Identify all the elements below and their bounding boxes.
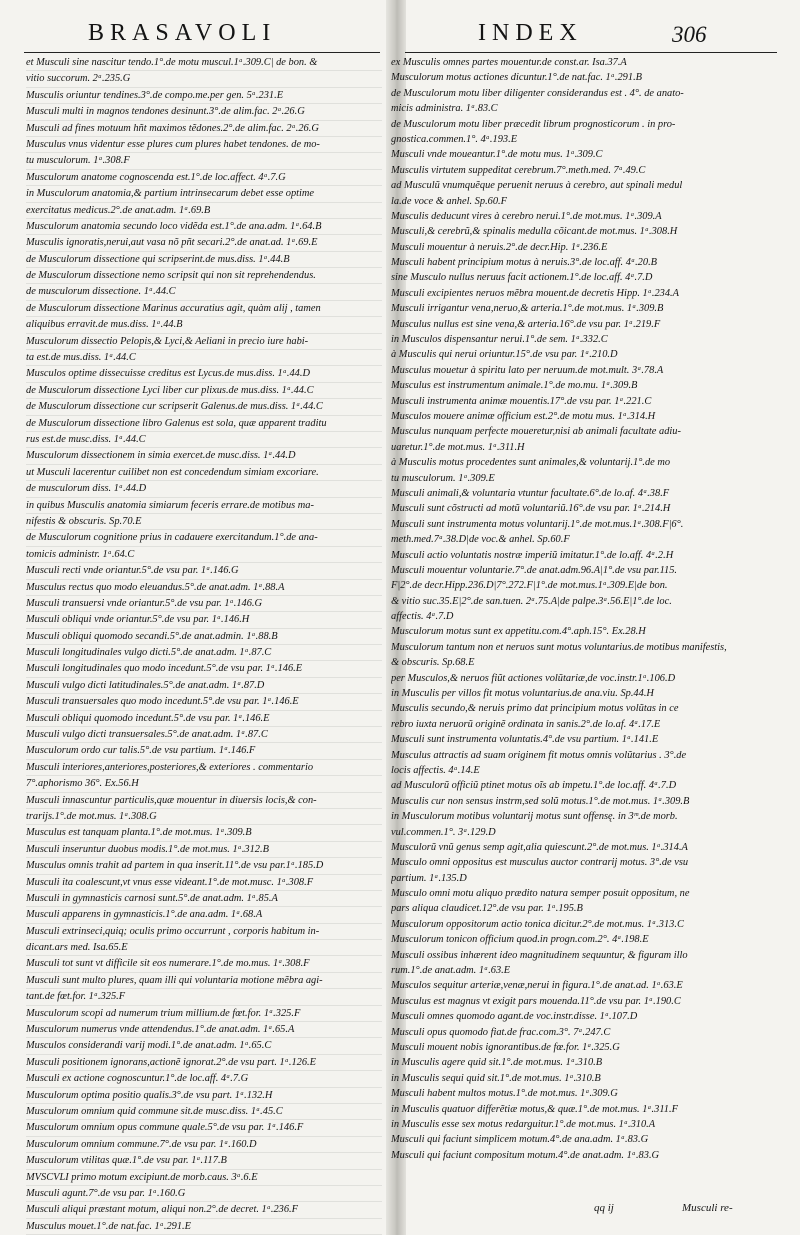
index-entry-line: ta est.de mus.diss. 1ᵃ.44.C <box>26 350 382 366</box>
index-entry-line: Musculorum anatome cognoscenda est.1°.de loc.affect. 4ᵃ.7.G <box>26 170 382 186</box>
running-head-left: BRASAVOLI <box>88 20 277 46</box>
index-entry-line: Musculi multi in magnos tendones desinunt.3°.de alim.fac. 2ᵃ.26.G <box>26 104 382 120</box>
index-entry-line: Musculus nullus est sine vena,& arteria.16°.de vsu par. 1ᵃ.219.F <box>391 318 661 330</box>
index-entry-line: in Musculis esse sex motus redarguitur.1°.de mot.mus. 1ᵃ.310.A <box>391 1118 656 1130</box>
index-entry-line: Musculi recti vnde oriantur.5°.de vsu par. 1ᵃ.146.G <box>26 563 382 579</box>
index-entry-line: rus est.de musc.diss. 1ᵃ.44.C <box>26 432 382 448</box>
index-entry-line: in Musculis agere quid sit.1°.de mot.mus. 1ᵃ.310.B <box>391 1057 603 1069</box>
index-entry-line: à Musculis motus procedentes sunt animales,& voluntarij.1°.de mo <box>391 457 671 469</box>
index-entry-line: Musculus omnis trahit ad partem in qua inserit.11°.de vsu par.1ᵃ.185.D <box>26 858 382 874</box>
index-entry-line: Musculis cur non sensus instrm,sed solũ motus.1°.de mot.mus. 1ᵃ.309.B <box>391 795 690 807</box>
index-entry-line: Musculo omni oppositus est musculus auctor contrarij motus. 3°.de vsu <box>391 857 689 869</box>
index-entry-line: Musculi vulgo dicti latitudinales.5°.de anat.adm. 1ᵃ.87.D <box>26 678 382 694</box>
index-column-right <box>391 55 777 1163</box>
index-entry-line: tant.de fœt.for. 1ᵃ.325.F <box>26 989 382 1005</box>
index-entry-line: Musculi mouentur voluntarie.7°.de anat.adm.96.A|1°.de vsu par.115. <box>391 564 678 576</box>
index-entry-line: Musculi agunt.7°.de vsu par. 1ᵃ.160.G <box>26 1186 382 1202</box>
index-entry-line: trarijs.1°.de mot.mus. 1ᵃ.308.G <box>26 809 382 825</box>
index-entry-line: uaretur.1°.de mot.mus. 1ᵃ.311.H <box>391 441 525 453</box>
index-entry-line: F|2°.de decr.Hipp.236.D|7°.272.F|1°.de mot.mus.1ᵃ.309.E|de bon. <box>391 580 668 592</box>
index-entry-line: Musculorum tantum non et neruos sunt motus voluntarius.de motibus manifestis, <box>391 641 727 653</box>
index-entry-line: Musculorum vtilitas quæ.1°.de vsu par. 1ᵃ.117.B <box>26 1153 382 1169</box>
index-entry-line: Musculi sunt instrumenta voluntatis.4°.de vsu partium. 1ᵃ.141.E <box>391 734 659 746</box>
index-entry-line: Musculi qui faciunt compositum motum.4°.de anat.adm. 1ᵃ.83.G <box>391 1149 660 1161</box>
index-entry-line: pars aliqua claudicet.12°.de vsu par. 1ᵃ.195.B <box>391 903 583 915</box>
index-entry-line: Musculi,& cerebrũ,& spinalis medulla cõicant.de mot.mus. 1ᵃ.308.H <box>391 226 678 238</box>
index-entry-line: Musculi sunt cõstructi ad motũ voluntariũ.16°.de vsu par. 1ᵃ.214.H <box>391 503 671 515</box>
index-entry-line: Musculi interiores,anteriores,posteriores,& exteriores . commentario <box>26 760 382 776</box>
index-entry-line: tomicis administr. 1ᵃ.64.C <box>26 547 382 563</box>
index-entry-line: Musculorum ordo cur talis.5°.de vsu partium. 1ᵃ.146.F <box>26 743 382 759</box>
index-entry-line: Musculorum oppositorum actio tonica dicitur.2°.de mot.mus. 1ᵃ.313.C <box>391 918 684 930</box>
index-entry-line: Musculus attractis ad suam originem fit motus omnis volũtarius . 3°.de <box>391 749 687 761</box>
index-entry-line: Musculorum tonicon officium quod.in progn.com.2°. 4ᵃ.198.E <box>391 934 649 946</box>
index-entry-line: Musculis ignoratis,nerui,aut vasa nõ pñt secari.2°.de anat.ad. 1ᵃ.69.E <box>26 235 382 251</box>
index-entry-line: Musculi ita coalescunt,vt vnus esse videant.1°.de mot.musc. 1ᵃ.308.F <box>26 875 382 891</box>
index-entry-line: Musculi vnde moueantur.1°.de motu mus. 1ᵃ.309.C <box>391 149 603 161</box>
index-entry-line: Musculi habent multos motus.1°.de mot.mus. 1ᵃ.309.G <box>391 1088 618 1100</box>
index-entry-line: Musculi opus quomodo fiat.de frac.com.3°. 7ᵃ.247.C <box>391 1026 611 1038</box>
index-entry-line: ad Musculũ vnumquẽque peruenit neruus à cerebro, aut spinali medul <box>391 180 683 192</box>
index-entry-line: Musculorum numerus vnde attendendus.1°.de anat.adm. 1ᵃ.65.A <box>26 1022 382 1038</box>
catchword: Musculi re- <box>682 1202 733 1214</box>
index-entry-line: Musculi obliqui vnde oriantur.5°.de vsu par. 1ᵃ.146.H <box>26 612 382 628</box>
index-entry-line: Musculorũ vnũ genus semp agit,alia quiescunt.2°.de mot.mus. 1ᵃ.314.A <box>391 841 688 853</box>
index-entry-line: Musculi inseruntur duobus modis.1°.de mot.mus. 1ᵃ.312.B <box>26 842 382 858</box>
index-entry-line: Musculi qui faciunt simplicem motum.4°.de ana.adm. 1ᵃ.83.G <box>391 1134 649 1146</box>
index-entry-line: Musculis secundo,& neruis primo dat principium motus volũtas in ce <box>391 703 679 715</box>
index-entry-line: de Musculorum dissectione cur scripserit Galenus.de mus.diss. 1ᵃ.44.C <box>26 399 382 415</box>
index-entry-line: Musculi instrumenta animæ mouentis.17°.de vsu par. 1ᵃ.221.C <box>391 395 652 407</box>
signature-mark: qq ij <box>594 1202 614 1214</box>
index-entry-line: Musculis deducunt vires à cerebro nerui.1°.de mot.mus. 1ᵃ.309.A <box>391 210 662 222</box>
index-entry-line: partium. 1ᵃ.135.D <box>391 872 467 884</box>
header-rule-right <box>405 52 777 53</box>
index-entry-line: la.de voce & anhel. Sp.60.F <box>391 195 507 207</box>
index-entry-line: de Musculorum cognitione prius in cadauere exercitandum.1°.de ana- <box>26 530 382 546</box>
index-entry-line: Musculorum optima positio qualis.3°.de vsu part. 1ᵃ.132.H <box>26 1088 382 1104</box>
index-entry-line: Musculi vulgo dicti transuersales.5°.de anat.adm. 1ᵃ.87.C <box>26 727 382 743</box>
index-entry-line: Musculorum dissectio Pelopis,& Lyci,& Aeliani in precio iure habi- <box>26 334 382 350</box>
index-entry-line: Musculi transuersi vnde oriantur.5°.de vsu par. 1ᵃ.146.G <box>26 596 382 612</box>
index-entry-line: Musculo omni motu aliquo prædito natura semper posuit oppositum, ne <box>391 888 690 900</box>
index-entry-line: de musculorum dissectione. 1ᵃ.44.C <box>26 284 382 300</box>
index-entry-line: & obscuris. Sp.68.E <box>391 657 475 669</box>
index-entry-line: Musculos mouere animæ officium est.2°.de motu mus. 1ᵃ.314.H <box>391 410 656 422</box>
index-entry-line: Musculus est magnus vt exigit pars mouenda.11°.de vsu par. 1ᵃ.190.C <box>391 995 681 1007</box>
index-entry-line: exercitatus medicus.2°.de anat.adm. 1ᵃ.69.B <box>26 203 382 219</box>
index-entry-line: vul.commen.1°. 3ᵃ.129.D <box>391 826 496 838</box>
index-entry-line: Musculus vnus videntur esse plures cum plures habet tendones. de mo- <box>26 137 382 153</box>
index-entry-line: tu musculorum. 1ᵃ.308.F <box>26 153 382 169</box>
page-number: 306 <box>672 22 707 47</box>
index-entry-line: 7°.aphorismo 36°. Ex.56.H <box>26 776 382 792</box>
index-entry-line: & vitio suc.35.E|2°.de san.tuen. 2ᵃ.75.A|de palpe.3ᵃ.56.E|1°.de loc. <box>391 595 672 607</box>
index-entry-line: de Musculorum motu liber diligenter considerandus est . 4°. de anato- <box>391 87 684 99</box>
index-entry-line: vitio succorum. 2ᵃ.235.G <box>26 71 382 87</box>
index-entry-line: tu musculorum. 1ᵃ.309.E <box>391 472 495 484</box>
index-entry-line: gnostica.commen.1°. 4ᵃ.193.E <box>391 133 518 145</box>
index-entry-line: de Musculorum dissectione qui scripserint.de mus.diss. 1ᵃ.44.B <box>26 252 382 268</box>
index-entry-line: Musculorum dissectionem in simia exercet.de musc.diss. 1ᵃ.44.D <box>26 448 382 464</box>
index-entry-line: de Musculorum motu liber præcedit librum prognosticorum . in pro- <box>391 118 676 130</box>
index-entry-line: Musculorum motus actiones dicuntur.1°.de nat.fac. 1ᵃ.291.B <box>391 72 643 84</box>
index-entry-line: de Musculorum dissectione Marinus accuratius agit, quàm alij , tamen <box>26 301 382 317</box>
index-entry-line: Musculorum omnium quid commune sit.de musc.diss. 1ᵃ.45.C <box>26 1104 382 1120</box>
index-entry-line: Musculi actio voluntatis nostræ imperiũ imitatur.1°.de lo.aff. 4ᵃ.2.H <box>391 549 674 561</box>
index-entry-line: Musculi extrinseci,quiq; oculis primo occurrunt , corporis habitum in- <box>26 924 382 940</box>
index-entry-line: à Musculis qui nerui oriuntur.15°.de vsu par. 1ᵃ.210.D <box>391 349 618 361</box>
index-entry-line: Musculi excipientes neruos mẽbra mouent.de decretis Hipp. 1ᵃ.234.A <box>391 287 679 299</box>
running-head-right: INDEX <box>478 20 583 46</box>
header-rule-left <box>24 52 380 53</box>
index-entry-line: dicant.ars med. Isa.65.E <box>26 940 382 956</box>
index-entry-line: Musculi obliqui quomodo secandi.5°.de anat.admin. 1ᵃ.88.B <box>26 629 382 645</box>
index-entry-line: Musculi habent principium motus à neruis.3°.de loc.aff. 4ᵃ.20.B <box>391 257 658 269</box>
index-entry-line: Musculi obliqui quomodo incedunt.5°.de vsu par. 1ᵃ.146.E <box>26 711 382 727</box>
index-entry-line: ut Musculi lacerentur cuilibet non est concedendum simiam excoriare. <box>26 465 382 481</box>
index-entry-line: Musculi ex actione cognoscuntur.1°.de loc.aff. 4ᵃ.7.G <box>26 1071 382 1087</box>
index-entry-line: Musculi omnes quomodo agant.de voc.instr.disse. 1ᵃ.107.D <box>391 1011 638 1023</box>
index-entry-line: de Musculorum dissectione Lyci liber cur plixus.de mus.diss. 1ᵃ.44.C <box>26 383 382 399</box>
index-entry-line: de Musculorum dissectione nemo scripsit qui non sit reprehendendus. <box>26 268 382 284</box>
index-entry-line: Musculi mouentur à neruis.2°.de decr.Hip. 1ᵃ.236.E <box>391 241 608 253</box>
index-entry-line: Musculis virtutem suppeditat cerebrum.7°.meth.med. 7ᵃ.49.C <box>391 164 646 176</box>
index-entry-line: Musculorum anatomia secundo loco vidẽda est.1°.de ana.adm. 1ᵃ.64.B <box>26 219 382 235</box>
index-entry-line: Musculus rectus quo modo eleuandus.5°.de anat.adm. 1ᵃ.88.A <box>26 580 382 596</box>
index-entry-line: rebro iuxta neruorũ originẽ ordinata in sanis.2°.de lo.af. 4ᵃ.17.E <box>391 718 661 730</box>
index-entry-line: micis administra. 1ᵃ.83.C <box>391 103 498 115</box>
index-entry-line: Musculi sunt instrumenta motus voluntarij.1°.de mot.mus.1ᵃ.308.F|6°. <box>391 518 684 530</box>
index-entry-line: Musculis oriuntur tendines.3°.de compo.me.per gen. 5ᵃ.231.E <box>26 88 382 104</box>
index-entry-line: in Musculorum anatomia,& partium intrinsecarum debet esse optime <box>26 186 382 202</box>
index-entry-line: nifestis & obscuris. Sp.70.E <box>26 514 382 530</box>
index-entry-line: locis affectis. 4ᵃ.14.E <box>391 764 480 776</box>
index-entry-line: Musculi longitudinales quo modo incedunt.5°.de vsu par. 1ᵃ.146.E <box>26 661 382 677</box>
index-entry-line: Musculi transuersales quo modo incedunt.5°.de vsu par. 1ᵃ.146.E <box>26 694 382 710</box>
index-entry-line: Musculi longitudinales vulgo dicti.5°.de anat.adm. 1ᵃ.87.C <box>26 645 382 661</box>
index-entry-line: Musculorum motus sunt ex appetitu.com.4°.aph.15°. Ex.28.H <box>391 626 646 638</box>
index-entry-line: Musculi in gymnasticis carnosi sunt.5°.de anat.adm. 1ᵃ.85.A <box>26 891 382 907</box>
index-entry-line: Musculi positionem ignorans,actionẽ ignorat.2°.de vsu part. 1ᵃ.126.E <box>26 1055 382 1071</box>
index-entry-line: Musculi irrigantur vena,neruo,& arteria.1°.de mot.mus. 1ᵃ.309.B <box>391 303 664 315</box>
index-entry-line: Musculorum omnium opus commune quale.5°.de vsu par. 1ᵃ.146.F <box>26 1120 382 1136</box>
index-entry-line: Musculi ad fines motuum hñt maximos tẽdones.2°.de alim.fac. 2ᵃ.26.G <box>26 121 382 137</box>
index-entry-line: per Musculos,& neruos fiũt actiones volũtariæ,de voc.instr.1ᵃ.106.D <box>391 672 676 684</box>
index-entry-line: de Musculorum dissectione libro Galenus est sola, quæ apparent traditu <box>26 416 382 432</box>
index-entry-line: Musculorum scopi ad numerum trium millium.de fœt.for. 1ᵃ.325.F <box>26 1006 382 1022</box>
index-entry-line: Musculi ossibus inhærent ideo magnitudinem sequuntur, & figuram illo <box>391 949 688 961</box>
index-entry-line: Musculi mouent nobis ignorantibus.de fœ.for. 1ᵃ.325.G <box>391 1042 620 1053</box>
index-entry-line: ex Musculis omnes partes mouentur.de const.ar. Isa.37.A <box>391 57 627 68</box>
index-entry-line: affectis. 4ᵃ.7.D <box>391 611 454 623</box>
index-entry-line: in Musculos dispensantur nerui.1°.de sem. 1ᵃ.332.C <box>391 334 608 346</box>
index-entry-line: Musculos optime dissecuisse creditus est Lycus.de mus.diss. 1ᵃ.44.D <box>26 366 382 382</box>
index-entry-line: Musculi innascuntur particulis,quæ mouentur in diuersis locis,& con- <box>26 793 382 809</box>
index-entry-line: et Musculi sine nascitur tendo.1°.de motu muscul.1ᵃ.309.C| de bon. & <box>26 55 382 71</box>
index-entry-line: Musculi animali,& voluntaria vtuntur facultate.6°.de lo.af. 4ᵃ.38.F <box>391 487 670 499</box>
index-entry-line: in Musculis quatuor differẽtiæ motus,& quæ.1°.de mot.mus. 1ᵃ.311.F <box>391 1103 678 1115</box>
index-entry-line: ad Musculorũ officiũ ptinet motus oĩs ab impetu.1°.de loc.aff. 4ᵃ.7.D <box>391 780 677 792</box>
index-entry-line: Musculus est tanquam planta.1°.de mot.mus. 1ᵃ.309.B <box>26 825 382 841</box>
index-entry-line: in quibus Musculis anatomia simiarum feceris errare.de motibus ma- <box>26 498 382 514</box>
index-entry-line: Musculus mouet.1°.de nat.fac. 1ᵃ.291.E <box>26 1219 382 1235</box>
index-entry-line: meth.med.7ᵃ.38.D|de voc.& anhel. Sp.60.F <box>391 534 570 546</box>
index-entry-line: rum.1°.de anat.adm. 1ᵃ.63.E <box>391 965 511 977</box>
index-entry-line: in Musculis sequi quid sit.1°.de mot.mus. 1ᵃ.310.B <box>391 1072 601 1084</box>
index-entry-line: Musculi sunt multo plures, quam illi qui voluntaria motione mẽbra agi- <box>26 973 382 989</box>
index-entry-line: sine Musculo nullus neruus facit actionem.1°.de loc.aff. 4ᵃ.7.D <box>391 272 653 284</box>
index-column-left <box>26 55 382 1235</box>
index-entry-line: MVSCVLI primo motum excipiunt.de morb.caus. 3ᵃ.6.E <box>26 1170 382 1186</box>
index-entry-line: Musculorum omnium commune.7°.de vsu par. 1ᵃ.160.D <box>26 1137 382 1153</box>
index-entry-line: Musculus nunquam perfecte moueretur,nisi ab animali facultate adiu- <box>391 426 681 438</box>
index-entry-line: Musculos considerandi varij modi.1°.de anat.adm. 1ᵃ.65.C <box>26 1038 382 1054</box>
index-entry-line: in Musculis per villos fit motus voluntarius.de ana.viu. Sp.44.H <box>391 688 654 700</box>
index-entry-line: Musculus est instrumentum animale.1°.de mo.mu. 1ᵃ.309.B <box>391 380 638 392</box>
index-entry-line: Musculi apparens in gymnasticis.1°.de ana.adm. 1ᵃ.68.A <box>26 907 382 923</box>
index-entry-line: in Musculorum motibus voluntarij motus sunt offensę. in 3ᵐ.de morb. <box>391 811 678 823</box>
index-entry-line: Musculi aliqui præstant motum, aliqui non.2°.de decret. 1ᵃ.236.F <box>26 1202 382 1218</box>
index-entry-line: Musculi tot sunt vt difficile sit eos numerare.1°.de mo.mus. 1ᵃ.308.F <box>26 956 382 972</box>
index-entry-line: Musculos sequitur arteriæ,venæ,nerui in figura.1°.de anat.ad. 1ᵃ.63.E <box>391 980 683 992</box>
index-entry-line: Musculus mouetur à spiritu lato per neruum.de mot.mult. 3ᵃ.78.A <box>391 364 664 376</box>
index-entry-line: aliquibus erravit.de mus.diss. 1ᵃ.44.B <box>26 317 382 333</box>
index-entry-line: de musculorum diss. 1ᵃ.44.D <box>26 481 382 497</box>
